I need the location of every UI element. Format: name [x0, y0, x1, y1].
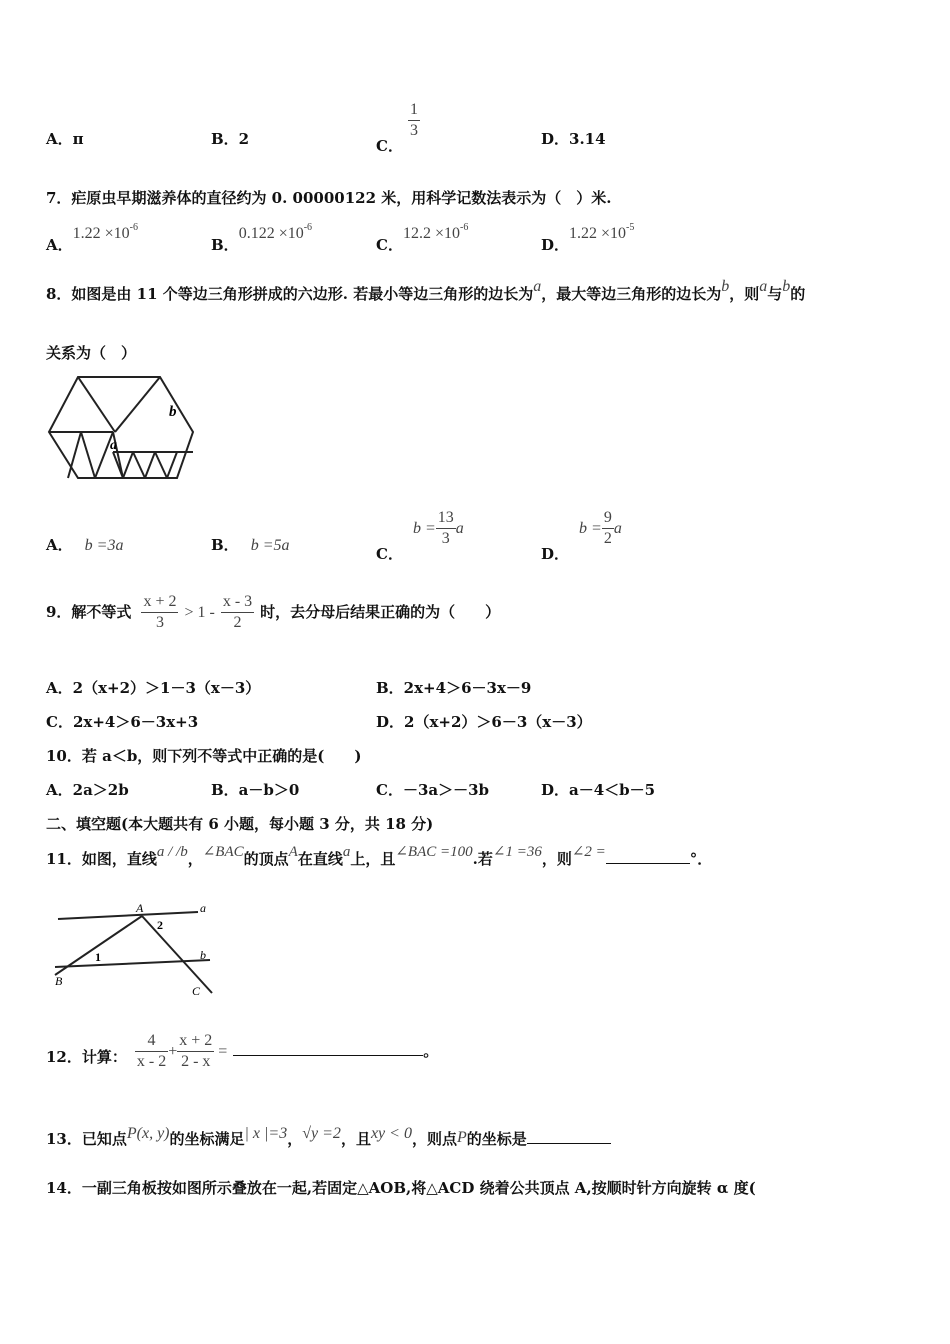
q9-option-d: D．2（x+2）＞6－3（x－3） — [376, 713, 592, 731]
q8-option-d-fraction: $\frac{9}{2}$ — [603, 509, 612, 547]
line-ab — [55, 916, 142, 975]
figure-line — [78, 377, 115, 432]
var-b: b — [721, 278, 730, 295]
q13-answer-blank[interactable] — [527, 1129, 611, 1144]
q7-option-b-math: $0.122 \times 10^{-6}$ — [238, 222, 313, 242]
q9-fraction-2: $\frac{x - 3}{2}$ — [222, 593, 253, 631]
q6-option-b: B．2 — [211, 130, 250, 148]
q8-option-b-math: b =5a — [250, 537, 290, 554]
q8-option-d: D．b = $\frac{9}{2}$ a — [541, 509, 622, 563]
q7-option-a — [46, 222, 139, 254]
figure-line — [115, 377, 160, 432]
option-label: A． — [46, 236, 73, 254]
q6-option-c — [376, 100, 420, 155]
q12-fraction-1: $\frac{4}{x - 2}$ — [136, 1032, 167, 1070]
var-a: a — [533, 278, 542, 295]
q8-stem-line2: 关系为（ ） — [46, 344, 137, 362]
label-A: A — [136, 901, 144, 915]
q12-answer-blank[interactable] — [233, 1041, 423, 1056]
fraction-numerator: 1 — [408, 100, 420, 121]
q9-stem: 9．解不等式 $\frac{x + 2}{3}$ > 1 - $\frac{x - 3}{2}$ 时，去分母后结果正确的为（ ） — [46, 593, 501, 631]
figure-line — [81, 432, 95, 478]
q6-option-a: A．π — [46, 130, 84, 148]
option-label: D． — [541, 236, 570, 254]
q11-parallel-lines-figure — [50, 897, 220, 997]
q7-option-d-math: $1.22 \times 10^{-5}$ — [569, 222, 635, 242]
q7-option-a-math: $1.22 \times 10^{-6}$ — [72, 222, 139, 242]
label-a: a — [200, 901, 206, 915]
option-label: B． — [211, 236, 239, 254]
q13-stem: 13．已知点P(x, y)的坐标满足| x |=3，√y =2，且xy < 0，则点P的坐标是 — [46, 1128, 611, 1149]
figure-line — [123, 452, 133, 478]
figure-line — [145, 452, 155, 478]
q8-stem-line1: 8．如图是由 11 个等边三角形拼成的六边形. 若最小等边三角形的边长为a，最大等边三角形的边长为b，则a与b的 — [46, 278, 806, 303]
q10-option-a: A．2a＞2b — [46, 781, 129, 799]
q8-option-b: B． b =5a — [211, 536, 290, 554]
q7-option-d — [541, 222, 635, 254]
label-b: b — [200, 948, 206, 962]
q11-answer-blank[interactable] — [606, 849, 690, 864]
q8-hexagon-figure — [45, 372, 195, 482]
q10-option-b: B．a－b＞0 — [211, 781, 300, 799]
q6-option-c-fraction — [408, 100, 420, 141]
q7-option-c — [376, 222, 469, 254]
q14-stem: 14．一副三角板按如图所示叠放在一起,若固定△AOB,将△ACD 绕着公共顶点 A,按顺时针方向旋转 α 度( — [46, 1179, 756, 1197]
label-C: C — [192, 984, 201, 997]
option-label: C． — [376, 236, 403, 254]
fraction-denominator: 3 — [410, 122, 419, 139]
q7-option-b — [211, 222, 313, 254]
label-angle-2: 2 — [157, 918, 163, 932]
q10-stem: 10．若 a＜b，则下列不等式中正确的是( ) — [46, 747, 362, 765]
figure-label-b: b — [169, 404, 177, 420]
figure-label-a: a — [110, 438, 117, 453]
q7-option-c-math: $12.2 \times 10^{-6}$ — [402, 222, 469, 242]
q8-option-c: C．b = $\frac{13}{3}$ a — [376, 509, 464, 563]
q8-option-c-fraction: $\frac{13}{3}$ — [437, 509, 454, 547]
q10-option-c: C．－3a＞－3b — [376, 781, 490, 799]
var-a: a — [759, 278, 768, 295]
q6-option-c-label: C． — [376, 137, 403, 155]
label-B: B — [55, 974, 63, 988]
var-b: b — [782, 278, 791, 295]
q9-option-b: B．2x+4＞6－3x－9 — [376, 679, 532, 697]
label-angle-1: 1 — [95, 950, 101, 964]
q12-fraction-2: $\frac{x + 2}{2 - x}$ — [179, 1032, 213, 1070]
q9-option-c: C．2x+4＞6－3x+3 — [46, 713, 199, 731]
figure-line — [167, 452, 177, 478]
q9-fraction-1: $\frac{x + 2}{3}$ — [143, 593, 177, 631]
figure-line — [155, 452, 167, 478]
q8-option-a: A． b =3a — [46, 536, 124, 554]
q12-stem: 12．计算： $\frac{4}{x - 2}$ + $\frac{x + 2}{2 - x}$ = 。 — [46, 1032, 439, 1070]
section-2-heading: 二、填空题(本大题共有 6 小题，每小题 3 分，共 18 分) — [46, 815, 434, 833]
q6-option-d: D．3.14 — [541, 130, 606, 148]
line-a — [58, 912, 198, 919]
q8-option-a-math: b =3a — [84, 537, 124, 554]
q7-stem: 7．疟原虫早期滋养体的直径约为 0. 00000122 米，用科学记数法表示为（ ）米. — [46, 189, 612, 207]
figure-line — [133, 452, 145, 478]
q11-stem: 11．如图，直线a / /b，∠BAC的顶点A在直线a上，且∠BAC =100.若∠1 =36，则∠2 = °． — [46, 844, 713, 868]
q10-option-d: D．a－4＜b－5 — [541, 781, 656, 799]
hexagon-outline — [49, 377, 193, 478]
q9-option-a: A．2（x+2）＞1－3（x－3） — [46, 679, 261, 697]
